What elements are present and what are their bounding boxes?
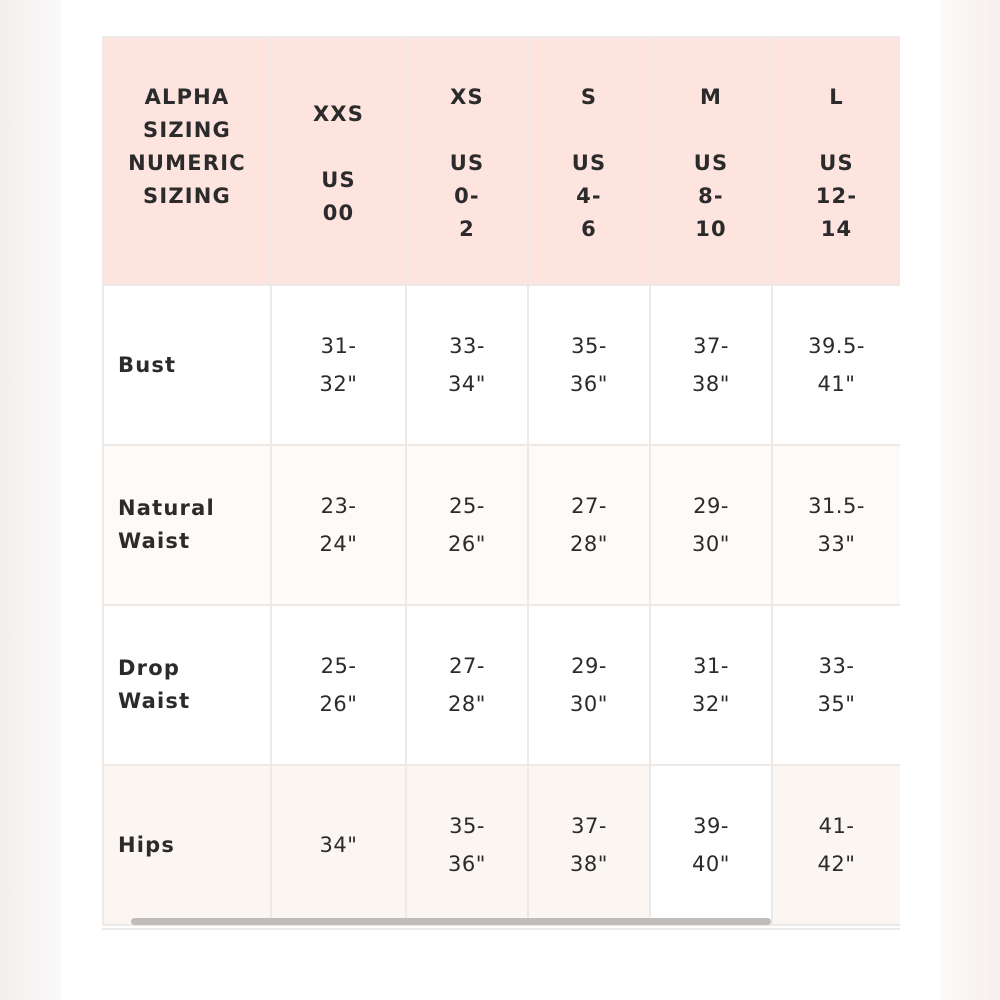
table-cell (528, 765, 650, 925)
header-cell-xxs (271, 37, 406, 285)
table-cell (406, 605, 528, 765)
size-chart-table (102, 36, 900, 926)
alpha-size: M (699, 85, 723, 109)
table-cell (772, 605, 900, 765)
measurement-value: 34" (319, 833, 358, 857)
header-cell-l (772, 37, 900, 285)
numeric-size: US 4- 6 (571, 151, 607, 241)
size-chart-scroll-area[interactable] (102, 36, 900, 930)
table-row-bust (103, 285, 900, 445)
numeric-size: US 00 (321, 168, 356, 225)
measurement-value: 31- 32" (319, 334, 358, 396)
measurement-value: 35- 36" (448, 814, 486, 876)
table-cell (650, 445, 772, 605)
alpha-sizing-label: ALPHA SIZING (143, 85, 231, 142)
row-label: Natural Waist (103, 445, 271, 605)
measurement-value: 31.5- 33" (808, 494, 865, 556)
measurement-value: 33- 34" (448, 334, 486, 396)
left-background (0, 0, 62, 1000)
measurement-value: 25- 26" (319, 654, 358, 716)
alpha-size: L (829, 85, 844, 109)
measurement-value: 23- 24" (319, 494, 358, 556)
measurement-value: 39- 40" (692, 814, 730, 876)
alpha-size: S (580, 85, 598, 109)
measurement-value: 35- 36" (570, 334, 608, 396)
table-cell (406, 765, 528, 925)
measurement-value: 37- 38" (692, 334, 730, 396)
table-row-hips (103, 765, 900, 925)
numeric-size: US 12- 14 (815, 151, 858, 241)
header-row (103, 37, 900, 285)
measurement-value: 31- 32" (692, 654, 730, 716)
table-cell (271, 765, 406, 925)
measurement-value: 27- 28" (570, 494, 608, 556)
table-bottom-border (102, 928, 900, 930)
measurement-value: 41- 42" (817, 814, 856, 876)
measurement-value: 39.5- 41" (808, 334, 865, 396)
row-label: Hips (103, 765, 271, 925)
table-cell (271, 285, 406, 445)
numeric-sizing-label: NUMERIC SIZING (128, 151, 246, 208)
table-cell (528, 285, 650, 445)
alpha-size: XS (450, 85, 484, 109)
row-label: Bust (103, 285, 271, 445)
header-cell-s (528, 37, 650, 285)
measurement-value: 27- 28" (448, 654, 486, 716)
table-cell (271, 445, 406, 605)
table-cell (650, 285, 772, 445)
table-cell (528, 605, 650, 765)
table-row-natural-waist (103, 445, 900, 605)
table-row-drop-waist (103, 605, 900, 765)
table-cell (772, 765, 900, 925)
table-cell (406, 445, 528, 605)
alpha-size: XXS (312, 102, 365, 126)
measurement-value: 29- 30" (692, 494, 730, 556)
horizontal-scrollbar[interactable] (131, 918, 771, 925)
table-cell (406, 285, 528, 445)
table-cell (772, 445, 900, 605)
header-cell-xs (406, 37, 528, 285)
measurement-value: 33- 35" (817, 654, 856, 716)
right-background (938, 0, 1000, 1000)
measurement-value: 29- 30" (570, 654, 608, 716)
row-label: Drop Waist (103, 605, 271, 765)
numeric-size: US 8- 10 (693, 151, 729, 241)
table-cell (772, 285, 900, 445)
numeric-size: US 0- 2 (449, 151, 485, 241)
measurement-value: 37- 38" (570, 814, 608, 876)
table-cell (650, 605, 772, 765)
measurement-value: 25- 26" (448, 494, 486, 556)
table-cell (271, 605, 406, 765)
table-cell (528, 445, 650, 605)
header-corner-cell (103, 37, 271, 285)
table-cell (650, 765, 772, 925)
header-cell-m (650, 37, 772, 285)
